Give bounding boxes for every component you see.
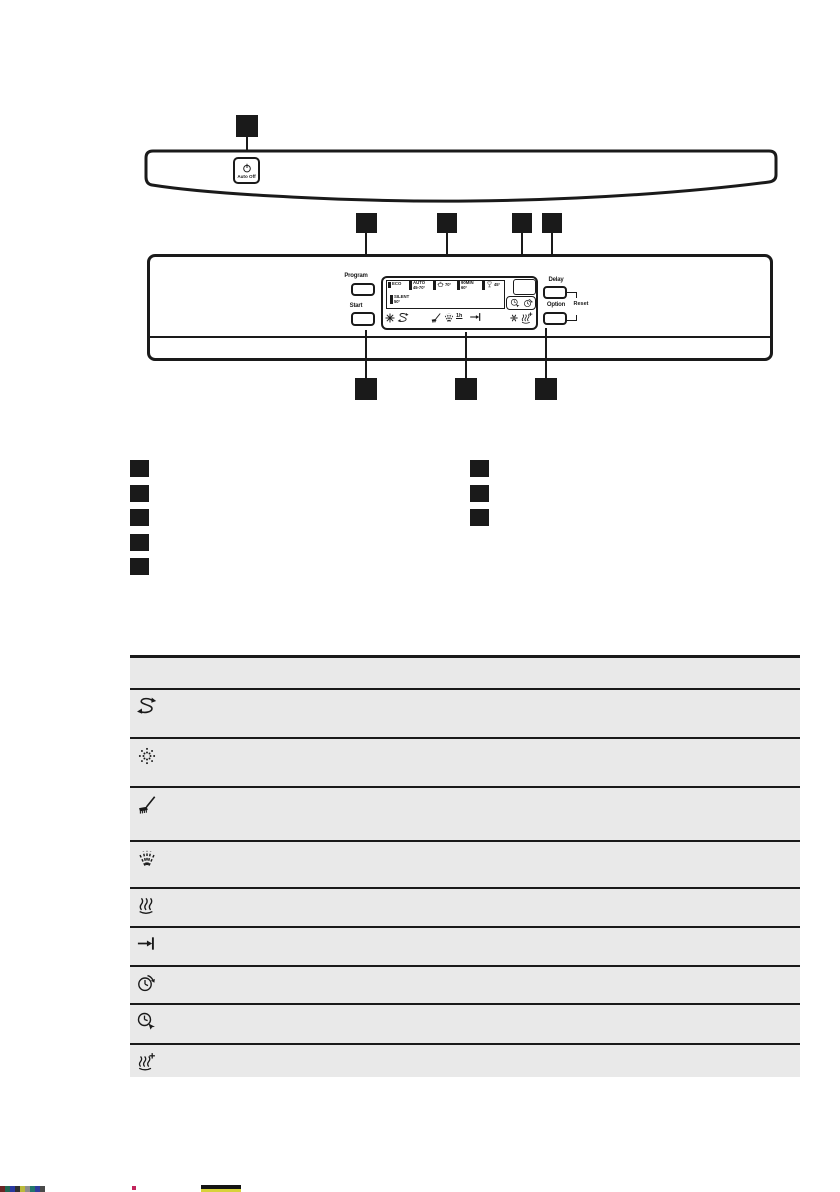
icon-reference-table xyxy=(130,655,800,1077)
callout-marker xyxy=(512,213,532,233)
dishwasher-top-panel-outline xyxy=(0,0,840,215)
program-segment-indicator xyxy=(457,281,460,290)
callout-marker xyxy=(355,378,377,400)
program-item xyxy=(388,282,401,288)
program-temp: 60° xyxy=(461,284,468,290)
salt-icon xyxy=(136,696,157,717)
program-label xyxy=(461,281,474,291)
table-row xyxy=(130,967,800,1003)
pot-icon xyxy=(437,281,444,288)
program-label xyxy=(392,282,401,287)
callout-marker xyxy=(535,378,557,400)
table-row xyxy=(130,658,800,688)
program-icon-label xyxy=(486,281,500,288)
reset-bracket-top xyxy=(567,292,577,298)
callout-marker xyxy=(130,509,149,526)
delay-indicator-icon xyxy=(523,298,533,308)
program-segment-indicator xyxy=(409,281,412,290)
machine-care-icon xyxy=(136,794,158,816)
program-temp: 50° xyxy=(394,298,401,304)
print-dot xyxy=(132,1186,136,1190)
table-row xyxy=(130,788,800,840)
callout-line xyxy=(465,332,467,378)
print-color-patch xyxy=(40,1186,45,1192)
option-button-label: Option xyxy=(546,302,566,308)
table-row xyxy=(130,1005,800,1043)
program-segment-indicator xyxy=(388,282,391,288)
callout-marker xyxy=(130,460,149,477)
one-hour-indicator: 1h xyxy=(456,313,463,319)
panel-divider xyxy=(147,336,773,338)
callout-marker xyxy=(130,485,149,502)
program-segment-indicator xyxy=(390,295,393,304)
start-button xyxy=(351,312,375,326)
callout-line xyxy=(365,330,367,378)
callout-line xyxy=(545,328,547,378)
program-name: 90MIN xyxy=(461,280,474,285)
program-item xyxy=(390,295,409,305)
time-icon xyxy=(136,1011,156,1031)
callout-marker xyxy=(130,558,149,575)
program-label xyxy=(413,281,425,291)
program-name: AUTO xyxy=(413,280,426,285)
salt-indicator-icon xyxy=(397,312,409,324)
control-panel xyxy=(147,254,773,361)
rinse-aid-icon xyxy=(136,745,158,767)
program-name: ECO xyxy=(392,281,402,286)
table-row xyxy=(130,928,800,965)
callout-marker xyxy=(356,213,377,233)
callout-marker xyxy=(455,378,477,400)
delay-button xyxy=(543,286,567,299)
program-temp: 70° xyxy=(445,282,452,288)
program-item xyxy=(482,281,500,290)
delay-button-label: Delay xyxy=(548,277,564,283)
glass-icon xyxy=(486,281,493,288)
program-label xyxy=(394,295,409,305)
program-item xyxy=(457,281,474,291)
power-button xyxy=(233,157,260,184)
drying-icon xyxy=(136,895,156,915)
option-indicator-box xyxy=(506,296,536,310)
program-list-display xyxy=(386,280,505,309)
program-name: SILENT xyxy=(394,294,410,299)
power-icon xyxy=(241,162,253,174)
end-indicator-icon xyxy=(469,311,481,323)
end-icon xyxy=(136,934,155,953)
delay-icon xyxy=(136,973,156,993)
time-indicator-icon xyxy=(510,298,520,308)
program-button-label: Program xyxy=(344,273,368,279)
spray-indicator-icon xyxy=(443,312,455,324)
program-button xyxy=(351,283,375,296)
rinse-aid-indicator-icon xyxy=(384,312,396,324)
extra-drying-icon xyxy=(136,1051,156,1071)
program-temp: 45° xyxy=(494,282,501,288)
print-bar-underline xyxy=(201,1189,241,1192)
table-row xyxy=(130,1045,800,1077)
extra-power-indicator-icon xyxy=(509,313,519,323)
callout-marker xyxy=(470,509,489,526)
program-segment-indicator xyxy=(482,281,485,290)
program-item xyxy=(409,281,425,291)
machine-care-indicator-icon xyxy=(430,312,442,324)
spray-icon xyxy=(136,848,158,870)
callout-marker xyxy=(130,534,149,551)
time-display xyxy=(513,279,536,295)
heat-plus-indicator-icon xyxy=(520,311,533,324)
callout-marker xyxy=(470,485,489,502)
program-segment-indicator xyxy=(433,281,436,290)
table-row xyxy=(130,739,800,786)
reset-bracket-bottom xyxy=(567,315,577,321)
callout-marker xyxy=(470,460,489,477)
callout-marker xyxy=(542,213,562,233)
start-button-label: Start xyxy=(349,303,363,309)
power-button-label: Auto Off xyxy=(237,174,256,180)
callout-marker xyxy=(437,213,457,233)
table-row xyxy=(130,842,800,887)
display-window xyxy=(381,276,538,330)
table-row xyxy=(130,690,800,737)
reset-label: Reset xyxy=(573,301,589,307)
program-temp: 45-70° xyxy=(413,284,426,290)
table-row xyxy=(130,889,800,926)
option-button xyxy=(543,312,567,325)
program-icon-label xyxy=(437,281,451,288)
program-item xyxy=(433,281,451,290)
